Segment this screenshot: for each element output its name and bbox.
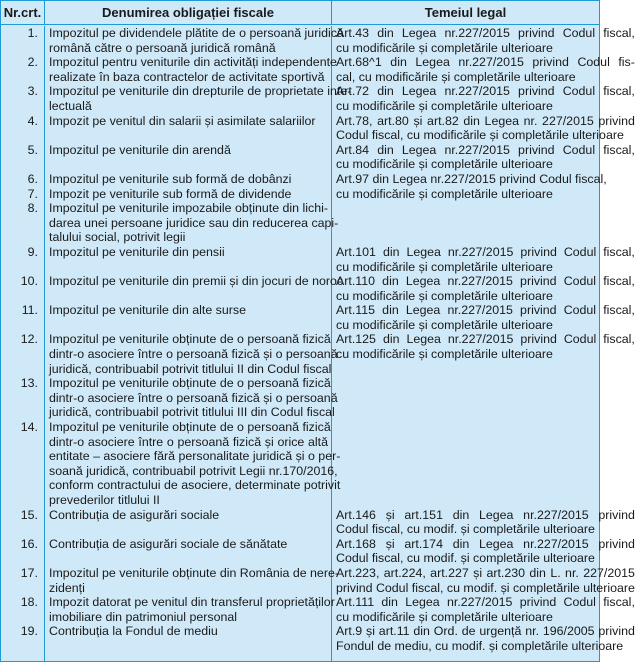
row-obligation-name: [45, 172, 331, 187]
row-obligation-name: [45, 143, 331, 172]
cell-line: Art.72 din Legea nr.227/2015 privind Codul fiscal,: [336, 84, 635, 99]
row-obligation-name: [45, 376, 338, 420]
cell-line: Art.146 și art.151 din Legea nr.227/2015 privind: [336, 507, 635, 522]
row-obligation-name: [45, 187, 331, 202]
row-number: 7.: [27, 186, 38, 201]
row-number: 15.: [20, 507, 38, 522]
row-legal-basis: [332, 274, 638, 303]
cell-line: Art.101 din Legea nr.227/2015 privind Codul fiscal,: [336, 244, 635, 259]
row-legal-basis: [332, 114, 638, 143]
header-nr: Nr.crt.: [1, 1, 45, 24]
row-obligation-name: [45, 245, 331, 274]
cell-line: cal, cu modificările și completările ulterioare: [336, 69, 576, 84]
cell-line: Art.111 din Legea nr.227/2015 privind Codul fiscal,: [336, 595, 635, 610]
row-number: 9.: [27, 244, 38, 259]
cell-line: Impozitul pe veniturile obținute de o persoană fizică: [49, 376, 331, 391]
row-legal-basis: [332, 420, 638, 508]
cell-line: privind Codul fiscal, cu modif. și completările ulterioare: [336, 580, 635, 595]
row-obligation-name: [45, 274, 344, 303]
cell-line: Impozit datorat pe venitul din transferul proprietăților: [49, 595, 335, 610]
cell-line: Art.68^1 din Legea nr.227/2015 privind Codul fis-: [336, 55, 635, 70]
cell-line: cu modificările și completările ulterioare: [336, 609, 553, 624]
cell-line: cu modificările și completările ulterioare: [336, 347, 553, 362]
cell-line: cu modificările și completările ulterioare: [336, 288, 553, 303]
cell-line: cu modificările și completările ulterioare: [336, 40, 553, 55]
cell-line: Impozit pe veniturile sub formă de dividende: [49, 186, 292, 201]
row-number: 6.: [27, 171, 38, 186]
row-number: 3.: [27, 84, 38, 99]
header-name: Denumirea obligației fiscale: [45, 1, 332, 24]
column-nr: [1, 26, 45, 661]
row-legal-basis: [332, 172, 638, 187]
row-number: 2.: [27, 55, 38, 70]
table-body: [1, 25, 635, 661]
cell-line: zidenți: [49, 580, 85, 595]
cell-line: cu modificările și completările ulterioare: [336, 98, 553, 113]
row-legal-basis: [332, 55, 638, 84]
cell-line: Impozitul pe veniturile din pensii: [49, 244, 225, 259]
row-legal-basis: [332, 84, 638, 113]
row-legal-basis: [332, 187, 638, 202]
row-legal-basis: [332, 566, 638, 595]
cell-line: Codul fiscal, cu modificările și completările ulterioare: [336, 128, 624, 143]
cell-line: Impozitul pe veniturile obținute din România de nere-: [49, 566, 339, 581]
row-obligation-name: [45, 303, 331, 332]
cell-line: Impozitul pe veniturile din arendă: [49, 142, 231, 157]
row-number: 12.: [20, 332, 38, 347]
cell-line: Art.125 din Legea nr.227/2015 privind Codul fiscal,: [336, 332, 635, 347]
row-number: 14.: [20, 420, 38, 435]
row-number: 1.: [27, 26, 38, 40]
header-law: Temeiul legal: [424, 5, 507, 20]
row-legal-basis: [332, 537, 638, 566]
row-legal-basis: [332, 332, 638, 376]
cell-line: Impozit pe venitul din salarii și asimilate salariilor: [49, 113, 316, 128]
row-obligation-name: [45, 420, 341, 508]
row-legal-basis: [332, 624, 638, 653]
cell-line: lectuală: [49, 98, 92, 113]
cell-line: Art.110 din Legea nr.227/2015 privind Codul fiscal,: [336, 274, 635, 289]
cell-line: Art.78, art.80 și art.82 din Legea nr. 227/2015 privind: [336, 113, 635, 128]
row-number: 17.: [20, 566, 38, 581]
row-obligation-name: [45, 508, 331, 537]
cell-line: Art.9 și art.11 din Ord. de urgență nr. 196/2005 privind: [336, 624, 635, 639]
cell-line: Art.84 din Legea nr.227/2015 privind Codul fiscal,: [336, 142, 635, 157]
cell-line: Impozitul pe veniturile sub formă de dobânzi: [49, 171, 292, 186]
row-number: 16.: [20, 536, 38, 551]
row-legal-basis: [332, 26, 638, 55]
table-header: [1, 1, 599, 25]
row-legal-basis: [332, 245, 638, 274]
cell-line: Contribuția de asigurări sociale: [49, 507, 220, 522]
row-number: 19.: [20, 624, 38, 639]
cell-line: dintr-o asociere între o persoană fizică și o persoană: [49, 390, 338, 405]
cell-line: soană juridică, contribuabil potrivit Legii nr.170/2016,: [49, 463, 338, 478]
row-number: 11.: [21, 303, 38, 318]
row-obligation-name: [45, 332, 338, 376]
row-obligation-name: [45, 114, 331, 143]
cell-line: Art.168 și art.174 din Legea nr.227/2015 privind: [336, 536, 635, 551]
cell-line: Codul fiscal, cu modif. și completările ulterioare: [336, 522, 595, 537]
row-obligation-name: [45, 624, 331, 653]
row-obligation-name: [45, 537, 331, 566]
row-obligation-name: [45, 26, 344, 55]
cell-line: Impozitul pe veniturile impozabile obținute din lichi-: [49, 201, 328, 216]
row-legal-basis: [332, 143, 638, 172]
row-legal-basis: [332, 376, 638, 420]
cell-line: cu modificările și completările ulterioare: [336, 259, 553, 274]
cell-line: Art.115 din Legea nr.227/2015 privind Codul fiscal,: [336, 303, 635, 318]
cell-line: prevederilor titlului II: [49, 493, 160, 508]
row-obligation-name: [45, 595, 335, 624]
cell-line: Impozitul pe veniturile din premii și din jocuri de noroc: [49, 274, 344, 289]
row-legal-basis: [332, 595, 638, 624]
cell-line: conform contractului de asociere, determinate potrivit: [49, 478, 341, 493]
row-number: 10.: [20, 274, 38, 289]
cell-line: darea unei persoane juridice sau din reducerea capi-: [49, 215, 339, 230]
row-legal-basis: [332, 303, 638, 332]
row-number: 13.: [20, 376, 38, 391]
cell-line: Codul fiscal, cu modif. și completările ulterioare: [336, 551, 595, 566]
cell-line: cu modificările și completările ulterioare: [336, 186, 553, 201]
cell-line: cu modificările și completările ulterioare: [336, 157, 553, 172]
row-legal-basis: [332, 508, 638, 537]
cell-line: română către o persoană juridică română: [49, 40, 276, 55]
cell-line: talului social, potrivit legii: [49, 230, 186, 245]
row-obligation-name: [45, 566, 339, 595]
cell-line: Art.223, art.224, art.227 și art.230 din L. nr. 227/2015: [336, 566, 635, 581]
row-number: 5.: [27, 142, 38, 157]
cell-line: realizate în baza contractelor de activitate sportivă: [49, 69, 325, 84]
row-number: 8.: [27, 201, 38, 216]
cell-line: Impozitul pe veniturile din alte surse: [49, 303, 246, 318]
column-name: [45, 26, 352, 661]
cell-line: Fondul de mediu, cu modif. și completările ulterioare: [336, 639, 624, 654]
row-legal-basis: [332, 201, 638, 245]
cell-line: imobiliare din patrimoniul personal: [49, 609, 238, 624]
cell-line: Impozitul pe veniturile obținute de o persoană fizică: [49, 420, 331, 435]
cell-line: Contribuția de asigurări sociale de sănătate: [49, 536, 288, 551]
cell-line: Impozitul pe veniturile din drepturile de proprietate inte-: [49, 84, 352, 99]
cell-line: entitate – asociere fără personalitate juridică și o per-: [49, 449, 341, 464]
row-number: 4.: [27, 113, 38, 128]
cell-line: Contribuția la Fondul de mediu: [49, 624, 218, 639]
cell-line: Impozitul pe dividendele plătite de o persoană juridică: [49, 26, 344, 40]
column-law: [332, 26, 638, 661]
cell-line: dintr-o asociere între o persoană fizică și orice altă: [49, 434, 328, 449]
row-obligation-name: [45, 84, 352, 113]
cell-line: Impozitul pentru veniturile din activități independente: [49, 55, 337, 70]
cell-line: Art.97 din Legea nr.227/2015 privind Codul fiscal,: [336, 171, 607, 186]
cell-line: Art.43 din Legea nr.227/2015 privind Codul fiscal,: [336, 26, 635, 40]
cell-line: juridică, contribuabil potrivit titlului II din Codul fiscal: [49, 361, 332, 376]
row-obligation-name: [45, 201, 339, 245]
cell-line: Impozitul pe veniturile obținute de o persoană fizică: [49, 332, 331, 347]
cell-line: dintr-o asociere între o persoană fizică și o persoană: [49, 347, 338, 362]
row-number: 18.: [20, 595, 38, 610]
cell-line: juridică, contribuabil potrivit titlului III din Codul fiscal: [49, 405, 335, 420]
cell-line: cu modificările și completările ulterioare: [336, 317, 553, 332]
row-obligation-name: [45, 55, 337, 84]
